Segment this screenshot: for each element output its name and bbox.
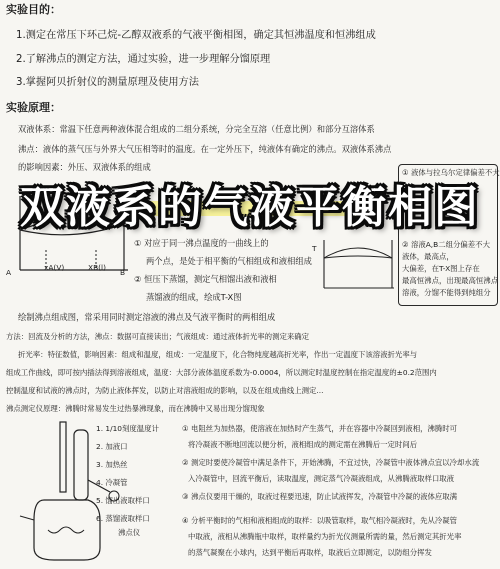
apparatus-label: 1. 1/10刻度温度计 xyxy=(96,424,159,433)
apparatus-label: 5. 馏出液取样口 xyxy=(96,496,150,505)
principle-heading: 实验原理： xyxy=(6,101,61,114)
objective-item: 3.掌握阿贝折射仪的测量原理及使用方法 xyxy=(16,77,199,88)
right-note: 溶液，分馏不能得到纯组分 xyxy=(402,288,491,297)
apparatus-label: 2. 加液口 xyxy=(96,442,128,451)
right-note: 大偏差，在T-X图上存在 xyxy=(402,264,480,273)
apparatus-label: 4. 冷凝管 xyxy=(96,478,128,487)
right-note: 液体，最高点， xyxy=(402,252,454,261)
principle-bullet: 蒸馏液的组成，绘成T-X图 xyxy=(146,292,242,302)
method-line: 组成工作曲线，即可按内插法得到溶液组成，温度：大部分液体温度系数为-0.0004，所以测定时温度控制在指定温度的±0.2范围内 xyxy=(6,368,437,377)
principle-bullet: ② 恒压下蒸馏，测定气相馏出液和液相 xyxy=(134,274,277,284)
apparatus-note: 中取液，液相从沸腾瓶中取样，取样量约为折光仪测量所需的量，然后测定其折光率 xyxy=(188,532,462,541)
apparatus-note: ③ 沸点仪要用干燥的，取液过程要迅速，防止试液挥发，冷凝管中冷凝的液体应取满 xyxy=(182,492,458,501)
principle-line: 沸点：液体的蒸气压与外界大气压相等时的温度。在一定外压下，纯液体有确定的沸点。双液体系沸点 xyxy=(18,144,392,154)
apparatus-note: ④ 分析平衡时的气相和液相组成的取样：以吸管取样，取气相冷凝液时，先从冷凝管 xyxy=(182,516,458,525)
banner-title: 双液系的气液平衡相图 xyxy=(20,182,480,233)
apparatus-caption: 沸点仪 xyxy=(118,528,141,537)
right-note: ② 溶液A,B二组分偏差不大 xyxy=(402,240,490,249)
principle-line: 的影响因素：外压、双液体系的组成 xyxy=(18,162,151,172)
axis-label-t: T xyxy=(312,244,317,253)
method-line: 沸点测定仪原理：沸腾时常易发生过热暴沸现象，而在沸腾中又易出现分馏现象 xyxy=(6,404,265,413)
draw-line: 绘制沸点组成图，常采用同时测定溶液的沸点及气液平衡时的两相组成 xyxy=(18,312,276,322)
principle-line: 双液体系：常温下任意两种液体混合组成的二组分系统，分完全互溶（任意比例）和部分互溶体系 xyxy=(18,124,375,134)
apparatus-note: ② 测定时要使冷凝管中满足条件下，开始沸腾，不宜过快，冷凝管中液体沸点宜以冷却水流 xyxy=(182,458,480,467)
objectives-heading: 实验目的： xyxy=(6,3,61,16)
apparatus-note: 将冷凝液不断地回流以便分析，液相组成的测定需在沸腾后一定时间后 xyxy=(188,440,418,449)
method-line: 控制温度和试液的沸点时，为防止液体挥发，以防止对溶液组成的影响，以及在组成曲线上测定... xyxy=(6,386,324,395)
right-note: ① 液体与拉乌尔定律偏差不大 xyxy=(402,168,500,177)
apparatus-label: 3. 加热丝 xyxy=(96,460,128,469)
apparatus-note: ① 电阻丝为加热器，使溶液在加热时产生蒸气，并在容器中冷凝回到液相，沸腾时可 xyxy=(182,424,458,433)
title-banner xyxy=(20,178,480,238)
phase-diagram-right xyxy=(318,236,398,294)
apparatus-note: 入冷凝管中，回流平衡后，读取温度，测定蒸气冷凝液组成，从沸腾液取样口取液 xyxy=(188,474,455,483)
axis-label-x: xA(V) xyxy=(44,263,65,272)
apparatus-label: 6. 蒸馏液取样口 xyxy=(96,514,150,523)
principle-bullet: ① 对应于同一沸点温度的一曲线上的 xyxy=(134,238,269,248)
method-line: 方法：回流及分析的方法，沸点：数据可直接读出；气液组成：通过液体折光率的测定来确定 xyxy=(6,332,310,341)
apparatus-note: 的蒸气凝聚在小球内，达到平衡后再取样，取液后立即测定，以防组分挥发 xyxy=(188,548,432,557)
axis-label-a: A xyxy=(6,268,12,277)
principle-bullet: 两个点，是处于相平衡的气相组成和液相组成 xyxy=(146,256,312,266)
axis-label-b: B xyxy=(120,268,126,277)
method-line: 折光率：特征数值，影响因素：组成和温度，组成：一定温度下，化合物纯度越高折光率，作出一定温度下该溶液折光率与 xyxy=(18,350,418,359)
objective-item: 2.了解沸点的测定方法，通过实验，进一步理解分馏原理 xyxy=(16,54,271,65)
axis-label-x2: XB(l) xyxy=(88,263,106,272)
right-note: 最高恒沸点，出现最高恒沸点 xyxy=(402,276,499,285)
objective-item: 1.测定在常压下环己烷-乙醇双液系的气液平衡相图，确定其恒沸温度和恒沸组成 xyxy=(16,30,376,41)
